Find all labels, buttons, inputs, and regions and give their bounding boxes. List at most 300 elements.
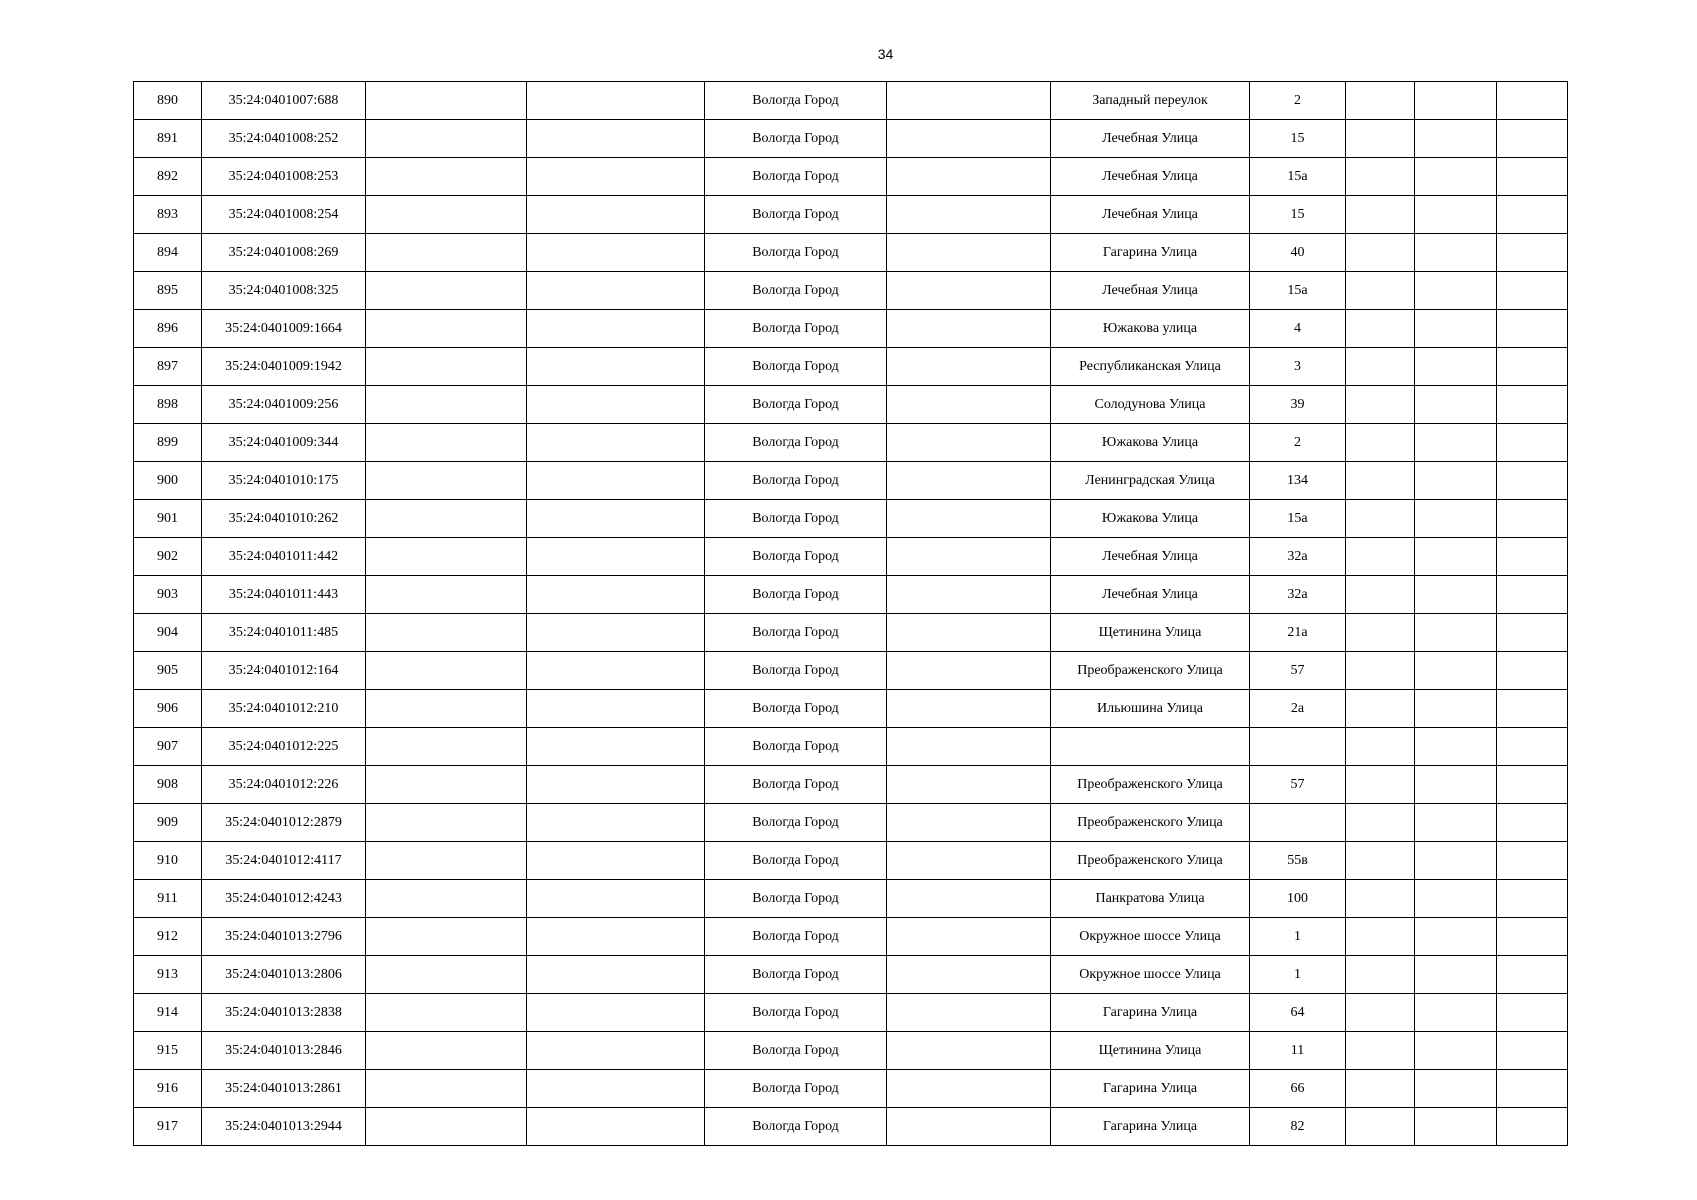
row-number-cell: 895: [134, 272, 202, 310]
empty-cell: [1415, 196, 1497, 234]
house-number-cell: 40: [1250, 234, 1346, 272]
house-number-cell: 11: [1250, 1032, 1346, 1070]
row-number-cell: 910: [134, 842, 202, 880]
empty-cell: [887, 690, 1051, 728]
empty-cell: [887, 500, 1051, 538]
cadastral-number-cell: 35:24:0401012:4243: [202, 880, 366, 918]
empty-cell: [887, 158, 1051, 196]
cadastral-number-cell: 35:24:0401008:254: [202, 196, 366, 234]
cadastral-number-cell: 35:24:0401013:2846: [202, 1032, 366, 1070]
table-row: [134, 918, 1568, 956]
empty-cell: [1497, 690, 1568, 728]
table-row: [134, 386, 1568, 424]
empty-cell: [366, 310, 527, 348]
empty-cell: [887, 386, 1051, 424]
empty-cell: [527, 424, 705, 462]
row-number-cell: 911: [134, 880, 202, 918]
street-cell: Гагарина Улица: [1051, 994, 1250, 1032]
locality-cell: Вологда Город: [705, 614, 887, 652]
table-row: [134, 196, 1568, 234]
empty-cell: [887, 918, 1051, 956]
empty-cell: [1346, 500, 1415, 538]
empty-cell: [366, 652, 527, 690]
locality-cell: Вологда Город: [705, 196, 887, 234]
empty-cell: [1497, 500, 1568, 538]
cadastral-number-cell: 35:24:0401008:252: [202, 120, 366, 158]
row-number-cell: 894: [134, 234, 202, 272]
empty-cell: [1346, 196, 1415, 234]
empty-cell: [366, 386, 527, 424]
cadastral-number-cell: 35:24:0401008:269: [202, 234, 366, 272]
street-cell: Преображенского Улица: [1051, 804, 1250, 842]
empty-cell: [887, 728, 1051, 766]
empty-cell: [1415, 386, 1497, 424]
cadastral-number-cell: 35:24:0401012:164: [202, 652, 366, 690]
cadastral-number-cell: 35:24:0401009:344: [202, 424, 366, 462]
street-cell: Гагарина Улица: [1051, 234, 1250, 272]
empty-cell: [366, 196, 527, 234]
empty-cell: [366, 918, 527, 956]
empty-cell: [1497, 82, 1568, 120]
empty-cell: [366, 538, 527, 576]
empty-cell: [1346, 348, 1415, 386]
cadastral-number-cell: 35:24:0401011:485: [202, 614, 366, 652]
empty-cell: [1346, 462, 1415, 500]
empty-cell: [887, 272, 1051, 310]
empty-cell: [1497, 424, 1568, 462]
empty-cell: [1497, 842, 1568, 880]
row-number-cell: 896: [134, 310, 202, 348]
empty-cell: [1497, 652, 1568, 690]
empty-cell: [1346, 538, 1415, 576]
table-row: [134, 804, 1568, 842]
table-body: [134, 82, 1568, 1146]
table-row: [134, 614, 1568, 652]
empty-cell: [1497, 120, 1568, 158]
empty-cell: [1415, 728, 1497, 766]
empty-cell: [1497, 804, 1568, 842]
empty-cell: [366, 956, 527, 994]
row-number-cell: 916: [134, 1070, 202, 1108]
empty-cell: [366, 424, 527, 462]
empty-cell: [887, 994, 1051, 1032]
cadastral-number-cell: 35:24:0401012:225: [202, 728, 366, 766]
empty-cell: [887, 652, 1051, 690]
empty-cell: [1415, 652, 1497, 690]
cadastral-number-cell: 35:24:0401008:325: [202, 272, 366, 310]
street-cell: Лечебная Улица: [1051, 120, 1250, 158]
row-number-cell: 913: [134, 956, 202, 994]
empty-cell: [527, 956, 705, 994]
street-cell: Южакова Улица: [1051, 424, 1250, 462]
table-row: [134, 272, 1568, 310]
empty-cell: [1346, 158, 1415, 196]
empty-cell: [887, 462, 1051, 500]
empty-cell: [527, 82, 705, 120]
cadastral-number-cell: 35:24:0401009:256: [202, 386, 366, 424]
street-cell: Лечебная Улица: [1051, 538, 1250, 576]
row-number-cell: 905: [134, 652, 202, 690]
locality-cell: Вологда Город: [705, 272, 887, 310]
empty-cell: [887, 310, 1051, 348]
row-number-cell: 901: [134, 500, 202, 538]
empty-cell: [527, 918, 705, 956]
cadastral-number-cell: 35:24:0401013:2796: [202, 918, 366, 956]
empty-cell: [366, 1032, 527, 1070]
locality-cell: Вологда Город: [705, 234, 887, 272]
locality-cell: Вологда Город: [705, 462, 887, 500]
table-row: [134, 994, 1568, 1032]
empty-cell: [1415, 614, 1497, 652]
locality-cell: Вологда Город: [705, 956, 887, 994]
empty-cell: [366, 500, 527, 538]
house-number-cell: 15а: [1250, 158, 1346, 196]
empty-cell: [527, 234, 705, 272]
empty-cell: [366, 234, 527, 272]
locality-cell: Вологда Город: [705, 158, 887, 196]
empty-cell: [887, 424, 1051, 462]
row-number-cell: 903: [134, 576, 202, 614]
empty-cell: [887, 804, 1051, 842]
locality-cell: Вологда Город: [705, 386, 887, 424]
cadastral-number-cell: 35:24:0401009:1942: [202, 348, 366, 386]
row-number-cell: 912: [134, 918, 202, 956]
cadastral-number-cell: 35:24:0401012:226: [202, 766, 366, 804]
cadastral-number-cell: 35:24:0401013:2944: [202, 1108, 366, 1146]
empty-cell: [527, 804, 705, 842]
empty-cell: [527, 652, 705, 690]
empty-cell: [1415, 1070, 1497, 1108]
empty-cell: [1415, 234, 1497, 272]
empty-cell: [1346, 956, 1415, 994]
empty-cell: [366, 994, 527, 1032]
house-number-cell: 134: [1250, 462, 1346, 500]
empty-cell: [366, 804, 527, 842]
locality-cell: Вологда Город: [705, 994, 887, 1032]
row-number-cell: 914: [134, 994, 202, 1032]
row-number-cell: 908: [134, 766, 202, 804]
street-cell: Преображенского Улица: [1051, 652, 1250, 690]
house-number-cell: 15а: [1250, 272, 1346, 310]
empty-cell: [1415, 690, 1497, 728]
empty-cell: [887, 82, 1051, 120]
empty-cell: [527, 1070, 705, 1108]
house-number-cell: 2: [1250, 424, 1346, 462]
house-number-cell: 1: [1250, 956, 1346, 994]
empty-cell: [1346, 614, 1415, 652]
table-row: [134, 500, 1568, 538]
row-number-cell: 893: [134, 196, 202, 234]
empty-cell: [1415, 918, 1497, 956]
row-number-cell: 907: [134, 728, 202, 766]
house-number-cell: 21а: [1250, 614, 1346, 652]
empty-cell: [887, 538, 1051, 576]
empty-cell: [1346, 1070, 1415, 1108]
table-row: [134, 842, 1568, 880]
locality-cell: Вологда Город: [705, 804, 887, 842]
empty-cell: [527, 994, 705, 1032]
street-cell: Преображенского Улица: [1051, 766, 1250, 804]
empty-cell: [527, 500, 705, 538]
empty-cell: [527, 614, 705, 652]
locality-cell: Вологда Город: [705, 880, 887, 918]
table-row: [134, 348, 1568, 386]
empty-cell: [887, 120, 1051, 158]
empty-cell: [1346, 234, 1415, 272]
street-cell: Западный переулок: [1051, 82, 1250, 120]
cadastral-number-cell: 35:24:0401010:262: [202, 500, 366, 538]
house-number-cell: 15: [1250, 196, 1346, 234]
empty-cell: [1346, 576, 1415, 614]
empty-cell: [366, 614, 527, 652]
locality-cell: Вологда Город: [705, 766, 887, 804]
empty-cell: [1497, 196, 1568, 234]
empty-cell: [527, 1032, 705, 1070]
locality-cell: Вологда Город: [705, 538, 887, 576]
street-cell: Гагарина Улица: [1051, 1070, 1250, 1108]
empty-cell: [887, 766, 1051, 804]
empty-cell: [1497, 158, 1568, 196]
empty-cell: [1346, 1032, 1415, 1070]
empty-cell: [1415, 880, 1497, 918]
locality-cell: Вологда Город: [705, 918, 887, 956]
empty-cell: [527, 348, 705, 386]
empty-cell: [1497, 348, 1568, 386]
empty-cell: [1415, 994, 1497, 1032]
locality-cell: Вологда Город: [705, 310, 887, 348]
empty-cell: [527, 386, 705, 424]
empty-cell: [887, 196, 1051, 234]
empty-cell: [366, 462, 527, 500]
empty-cell: [366, 690, 527, 728]
locality-cell: Вологда Город: [705, 82, 887, 120]
house-number-cell: [1250, 804, 1346, 842]
empty-cell: [1497, 880, 1568, 918]
empty-cell: [527, 272, 705, 310]
row-number-cell: 917: [134, 1108, 202, 1146]
house-number-cell: 39: [1250, 386, 1346, 424]
table-row: [134, 728, 1568, 766]
locality-cell: Вологда Город: [705, 1070, 887, 1108]
street-cell: Лечебная Улица: [1051, 272, 1250, 310]
house-number-cell: 57: [1250, 652, 1346, 690]
empty-cell: [887, 576, 1051, 614]
empty-cell: [1497, 918, 1568, 956]
empty-cell: [1415, 766, 1497, 804]
empty-cell: [366, 880, 527, 918]
empty-cell: [527, 1108, 705, 1146]
empty-cell: [1346, 994, 1415, 1032]
empty-cell: [1415, 272, 1497, 310]
row-number-cell: 898: [134, 386, 202, 424]
cadastral-number-cell: 35:24:0401008:253: [202, 158, 366, 196]
locality-cell: Вологда Город: [705, 500, 887, 538]
empty-cell: [1415, 576, 1497, 614]
empty-cell: [1497, 272, 1568, 310]
empty-cell: [1346, 82, 1415, 120]
empty-cell: [366, 272, 527, 310]
table-row: [134, 956, 1568, 994]
empty-cell: [1415, 348, 1497, 386]
empty-cell: [366, 728, 527, 766]
empty-cell: [1415, 842, 1497, 880]
house-number-cell: 1: [1250, 918, 1346, 956]
table-row: [134, 120, 1568, 158]
table-row: [134, 462, 1568, 500]
empty-cell: [887, 956, 1051, 994]
empty-cell: [527, 196, 705, 234]
empty-cell: [887, 1108, 1051, 1146]
street-cell: Республиканская Улица: [1051, 348, 1250, 386]
table-row: [134, 1032, 1568, 1070]
empty-cell: [1346, 728, 1415, 766]
house-number-cell: 2а: [1250, 690, 1346, 728]
empty-cell: [1346, 272, 1415, 310]
empty-cell: [1346, 690, 1415, 728]
street-cell: Лечебная Улица: [1051, 576, 1250, 614]
cadastral-number-cell: 35:24:0401007:688: [202, 82, 366, 120]
empty-cell: [527, 766, 705, 804]
row-number-cell: 899: [134, 424, 202, 462]
empty-cell: [527, 310, 705, 348]
house-number-cell: 2: [1250, 82, 1346, 120]
empty-cell: [366, 82, 527, 120]
street-cell: Гагарина Улица: [1051, 1108, 1250, 1146]
empty-cell: [1346, 880, 1415, 918]
street-cell: Панкратова Улица: [1051, 880, 1250, 918]
locality-cell: Вологда Город: [705, 576, 887, 614]
empty-cell: [1415, 310, 1497, 348]
empty-cell: [1497, 234, 1568, 272]
house-number-cell: [1250, 728, 1346, 766]
empty-cell: [1415, 956, 1497, 994]
empty-cell: [527, 576, 705, 614]
row-number-cell: 897: [134, 348, 202, 386]
empty-cell: [366, 766, 527, 804]
empty-cell: [527, 538, 705, 576]
street-cell: Окружное шоссе Улица: [1051, 918, 1250, 956]
locality-cell: Вологда Город: [705, 842, 887, 880]
cadastral-number-cell: 35:24:0401013:2838: [202, 994, 366, 1032]
empty-cell: [1415, 804, 1497, 842]
house-number-cell: 57: [1250, 766, 1346, 804]
empty-cell: [1346, 120, 1415, 158]
locality-cell: Вологда Город: [705, 690, 887, 728]
empty-cell: [1497, 1032, 1568, 1070]
table-row: [134, 82, 1568, 120]
row-number-cell: 891: [134, 120, 202, 158]
house-number-cell: 64: [1250, 994, 1346, 1032]
empty-cell: [1497, 462, 1568, 500]
cadastral-number-cell: 35:24:0401013:2861: [202, 1070, 366, 1108]
house-number-cell: 4: [1250, 310, 1346, 348]
house-number-cell: 66: [1250, 1070, 1346, 1108]
cadastral-number-cell: 35:24:0401012:2879: [202, 804, 366, 842]
empty-cell: [1415, 82, 1497, 120]
empty-cell: [527, 462, 705, 500]
cadastral-number-cell: 35:24:0401011:442: [202, 538, 366, 576]
locality-cell: Вологда Город: [705, 728, 887, 766]
locality-cell: Вологда Город: [705, 1108, 887, 1146]
cadastral-number-cell: 35:24:0401012:210: [202, 690, 366, 728]
locality-cell: Вологда Город: [705, 1032, 887, 1070]
empty-cell: [887, 614, 1051, 652]
street-cell: Ленинградская Улица: [1051, 462, 1250, 500]
cadastral-number-cell: 35:24:0401010:175: [202, 462, 366, 500]
empty-cell: [1497, 956, 1568, 994]
table-row: [134, 766, 1568, 804]
empty-cell: [1415, 424, 1497, 462]
table-row: [134, 538, 1568, 576]
empty-cell: [1497, 310, 1568, 348]
cadastral-number-cell: 35:24:0401012:4117: [202, 842, 366, 880]
row-number-cell: 902: [134, 538, 202, 576]
empty-cell: [527, 690, 705, 728]
empty-cell: [527, 120, 705, 158]
empty-cell: [1346, 424, 1415, 462]
street-cell: Щетинина Улица: [1051, 1032, 1250, 1070]
empty-cell: [1346, 766, 1415, 804]
empty-cell: [1415, 120, 1497, 158]
empty-cell: [887, 1070, 1051, 1108]
house-number-cell: 55в: [1250, 842, 1346, 880]
locality-cell: Вологда Город: [705, 652, 887, 690]
row-number-cell: 904: [134, 614, 202, 652]
house-number-cell: 100: [1250, 880, 1346, 918]
empty-cell: [887, 880, 1051, 918]
empty-cell: [1346, 1108, 1415, 1146]
empty-cell: [1415, 462, 1497, 500]
table-row: [134, 234, 1568, 272]
empty-cell: [1497, 994, 1568, 1032]
empty-cell: [527, 158, 705, 196]
street-cell: Окружное шоссе Улица: [1051, 956, 1250, 994]
row-number-cell: 892: [134, 158, 202, 196]
empty-cell: [1415, 1032, 1497, 1070]
locality-cell: Вологда Город: [705, 424, 887, 462]
locality-cell: Вологда Город: [705, 120, 887, 158]
empty-cell: [887, 348, 1051, 386]
empty-cell: [1346, 842, 1415, 880]
empty-cell: [527, 728, 705, 766]
street-cell: Щетинина Улица: [1051, 614, 1250, 652]
empty-cell: [1346, 310, 1415, 348]
house-number-cell: 82: [1250, 1108, 1346, 1146]
table-row: [134, 576, 1568, 614]
empty-cell: [1497, 1070, 1568, 1108]
street-cell: Преображенского Улица: [1051, 842, 1250, 880]
empty-cell: [1415, 500, 1497, 538]
empty-cell: [887, 842, 1051, 880]
table-row: [134, 880, 1568, 918]
cadastral-number-cell: 35:24:0401011:443: [202, 576, 366, 614]
empty-cell: [1497, 576, 1568, 614]
house-number-cell: 32а: [1250, 576, 1346, 614]
table-row: [134, 1070, 1568, 1108]
street-cell: Южакова улица: [1051, 310, 1250, 348]
empty-cell: [1415, 1108, 1497, 1146]
cadastral-number-cell: 35:24:0401013:2806: [202, 956, 366, 994]
empty-cell: [366, 842, 527, 880]
table-row: [134, 424, 1568, 462]
locality-cell: Вологда Город: [705, 348, 887, 386]
cadastral-number-cell: 35:24:0401009:1664: [202, 310, 366, 348]
row-number-cell: 906: [134, 690, 202, 728]
empty-cell: [887, 1032, 1051, 1070]
empty-cell: [1346, 386, 1415, 424]
table-row: [134, 1108, 1568, 1146]
empty-cell: [366, 348, 527, 386]
